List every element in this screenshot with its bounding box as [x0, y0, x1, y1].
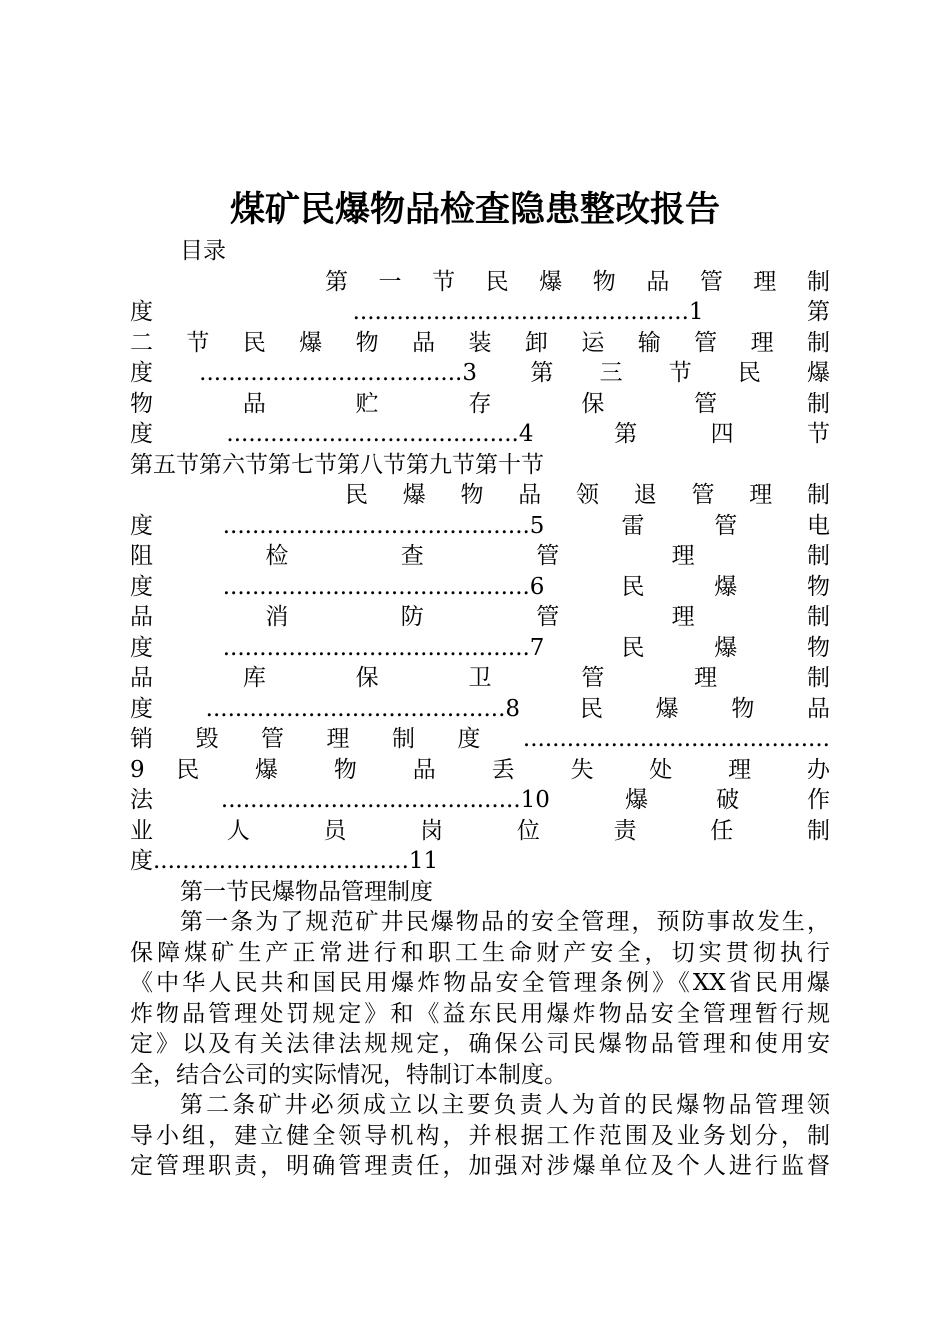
- section-heading: 第一节民爆物品管理制度: [180, 878, 433, 905]
- paragraph-line: 定管理职责，明确管理责任，加强对涉爆单位及个人进行监督: [130, 1153, 830, 1179]
- toc-line: 9 民 爆 物 品 丢 失 处 理 办: [130, 756, 830, 783]
- paragraph-line: 定》以及有关法律法规规定，确保公司民爆物品管理和使用安: [130, 1031, 830, 1057]
- toc-line: 品 库 保 卫 管 理 制: [130, 665, 830, 691]
- toc-line: 度....................................3 第三节民爆: [130, 360, 830, 386]
- toc-line: 度 ..............................................1 第: [130, 299, 830, 325]
- document-body: [130, 236, 830, 1182]
- toc-line: 度..........................................5 雷管电: [130, 512, 830, 539]
- toc-line: 度........................................4 第四节: [130, 421, 830, 447]
- toc-line: 度.........................................8 民爆物品: [130, 695, 830, 722]
- toc-line: 第五节第六节第七节第八节第九节第十节: [130, 451, 544, 478]
- toc-line: 度..........................................7 民爆物: [130, 634, 830, 661]
- toc-line: 品 消 防 管 理 制: [130, 604, 830, 630]
- paragraph-line: 保障煤矿生产正常进行和职工生命财产安全，切实贯彻执行: [130, 939, 830, 966]
- toc-line: 法.........................................10 爆破作: [130, 787, 830, 813]
- document-title: 煤矿民爆物品检查隐患整改报告: [229, 189, 720, 230]
- paragraph-line: 《中华人民共和国民用爆炸物品安全管理条例》《XX省民用爆: [130, 970, 830, 996]
- paragraph-line: 第一条为了规范矿井民爆物品的安全管理，预防事故发生，: [180, 909, 830, 935]
- paragraph-line: 全，结合公司的实际情况，特制订本制度。: [130, 1061, 567, 1088]
- toc-line: 阻 检 查 管 理 制: [130, 543, 830, 569]
- paragraph-line: 导小组，建立健全领导机构，并根据工作范围及业务划分，制: [130, 1122, 830, 1149]
- paragraph-line: 第二条矿井必须成立以主要负责人为首的民爆物品管理领: [180, 1092, 830, 1118]
- toc-line: 二 节 民 爆 物 品 装 卸 运 输 管 理 制: [130, 329, 830, 356]
- toc-line: 度...................................11: [130, 848, 439, 874]
- toc-line: 业 人 员 岗 位 责 任 制: [130, 817, 830, 844]
- toc-line: 第 一 节 民 爆 物 品 管 理 制: [325, 268, 830, 295]
- toc-line: 销毁管理制度..........................................: [130, 726, 830, 752]
- toc-line: 物 品 贮 存 保 管 制: [130, 390, 830, 417]
- paragraph-line: 炸物品管理处罚规定》和《益东民用爆炸物品安全管理暂行规: [130, 1000, 830, 1027]
- toc-line: 度..........................................6 民爆物: [130, 573, 830, 600]
- toc-heading: 目录: [180, 238, 226, 264]
- toc-line: 民 爆 物 品 领 退 管 理 制: [345, 482, 830, 508]
